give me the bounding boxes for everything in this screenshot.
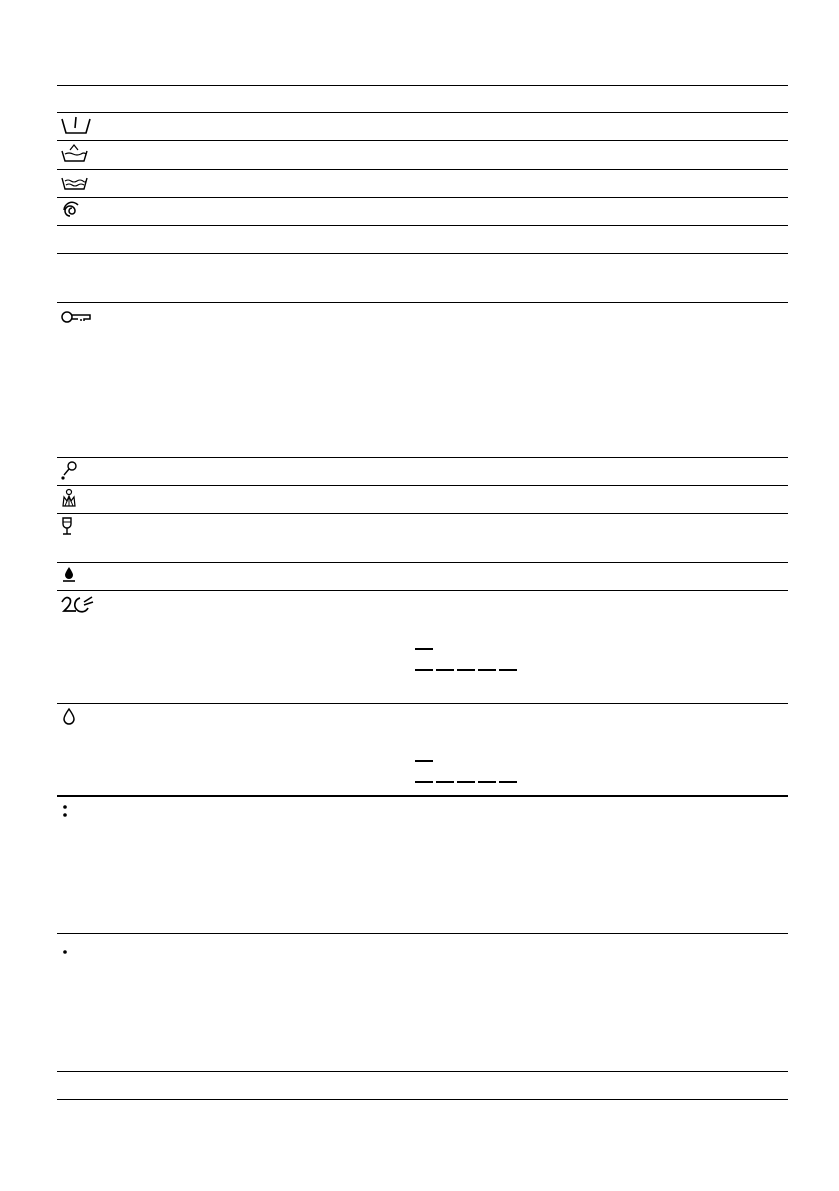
two-dots-icon — [60, 800, 92, 820]
main-wash-icon — [60, 143, 92, 163]
table-top-rule — [57, 85, 788, 86]
water-drop-icon — [60, 707, 92, 727]
segment-dash — [457, 669, 475, 671]
row-divider — [57, 140, 788, 141]
row-divider — [57, 562, 788, 563]
row-divider — [57, 933, 788, 934]
row-divider — [57, 513, 788, 514]
prewash-icon — [60, 115, 92, 135]
flower-fragrance-icon — [60, 488, 92, 508]
row-divider — [57, 703, 788, 704]
segment-dash — [436, 781, 454, 783]
row-divider — [57, 1071, 788, 1072]
rinse-icon — [60, 172, 92, 192]
wine-glass-icon — [60, 516, 92, 536]
spin-icon — [60, 200, 92, 220]
row-divider — [57, 197, 788, 198]
segment-dash — [415, 760, 433, 762]
segment-dash — [415, 648, 433, 650]
segment-dash — [499, 781, 517, 783]
row-divider — [57, 302, 788, 303]
maintenance-wrench-icon — [60, 460, 92, 480]
segment-dash — [478, 669, 496, 671]
row-divider — [57, 485, 788, 486]
row-divider — [57, 457, 788, 458]
table-header-rule — [57, 112, 788, 113]
segment-dash — [436, 669, 454, 671]
row-divider — [57, 225, 788, 226]
row-divider — [57, 590, 788, 591]
segment-dash — [478, 781, 496, 783]
segment-dash — [457, 781, 475, 783]
row-divider — [57, 795, 788, 797]
tap-connection-icon — [60, 594, 92, 614]
segment-dash — [499, 669, 517, 671]
water-drop-level-icon — [60, 565, 92, 585]
one-dot-icon — [60, 945, 92, 965]
segment-dash — [415, 669, 433, 671]
row-divider — [57, 169, 788, 170]
segment-dash — [415, 781, 433, 783]
child-lock-key-icon — [60, 307, 92, 327]
row-divider — [57, 253, 788, 254]
table-bottom-rule — [57, 1099, 788, 1100]
